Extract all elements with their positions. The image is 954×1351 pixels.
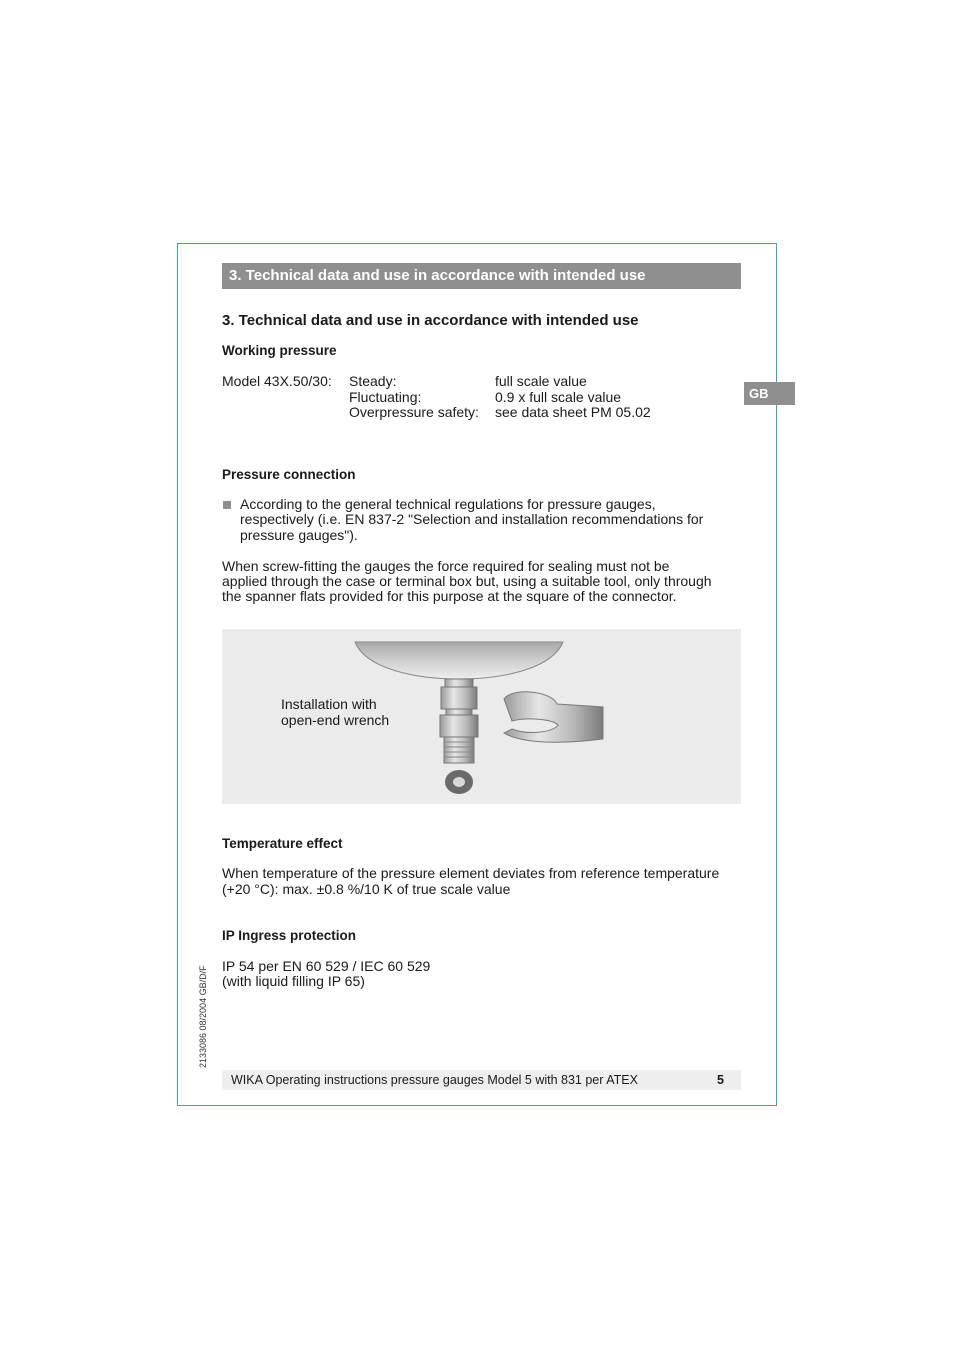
temperature-text: When temperature of the pressure element deviates from reference temperature <box>222 865 720 881</box>
figure-caption: Installation with <box>281 696 377 712</box>
connector-neck <box>445 679 473 687</box>
bullet-square-icon <box>223 501 231 509</box>
language-tab <box>744 382 795 405</box>
language-tab-label: GB <box>749 386 769 401</box>
temperature-effect-title: Temperature effect <box>222 836 343 851</box>
ip-text: IP 54 per EN 60 529 / IEC 60 529 <box>222 958 431 974</box>
gauge-and-wrench-illustration <box>222 629 741 804</box>
page-number: 5 <box>717 1073 724 1087</box>
paragraph-line: the spanner flats provided for this purpose at the square of the connector. <box>222 588 677 604</box>
figure-caption: open-end wrench <box>281 712 390 728</box>
section-header-title: 3. Technical data and use in accordance with intended use <box>229 267 646 284</box>
ip-protection-title: IP Ingress protection <box>222 928 357 943</box>
bullet-text: According to the general technical regulations for pressure gauges, <box>240 496 656 512</box>
bullet-text: pressure gauges"). <box>240 527 358 543</box>
gauge-case-shape <box>355 642 563 679</box>
bullet-text: respectively (i.e. EN 837-2 "Selection and installation recommendations for <box>240 511 704 527</box>
installation-figure <box>222 629 741 804</box>
footer-text: WIKA Operating instructions pressure gauges Model 5 with 831 per ATEX <box>231 1073 638 1087</box>
spec-label: Steady: <box>349 373 397 389</box>
connector-hex <box>440 715 478 737</box>
paragraph-line: When screw-fitting the gauges the force required for sealing must not be <box>222 558 670 574</box>
section-header-bar <box>222 263 741 289</box>
spec-label: Overpressure safety: <box>349 404 479 420</box>
open-end-wrench <box>504 692 603 742</box>
connector-thread <box>444 737 474 763</box>
spec-label: Fluctuating: <box>349 389 422 405</box>
paragraph-line: applied through the case or terminal box but, using a suitable tool, only through <box>222 573 712 589</box>
washer-hole <box>453 777 465 787</box>
model-label: Model 43X.50/30: <box>222 373 332 389</box>
ip-text: (with liquid filling IP 65) <box>222 973 365 989</box>
footer-bar <box>222 1070 741 1090</box>
spec-value: see data sheet PM 05.02 <box>495 404 651 420</box>
spec-value: full scale value <box>495 373 587 389</box>
document-code: 2133086 08/2004 GB/D/F <box>198 965 208 1068</box>
pressure-connection-title: Pressure connection <box>222 467 356 482</box>
page-heading: 3. Technical data and use in accordance with intended use <box>222 312 639 329</box>
connector-square <box>441 687 477 709</box>
connector-collar <box>446 709 472 715</box>
spec-value: 0.9 x full scale value <box>495 389 622 405</box>
working-pressure-title: Working pressure <box>222 343 337 358</box>
temperature-text: (+20 °C): max. ±0.8 %/10 K of true scale value <box>222 881 511 897</box>
